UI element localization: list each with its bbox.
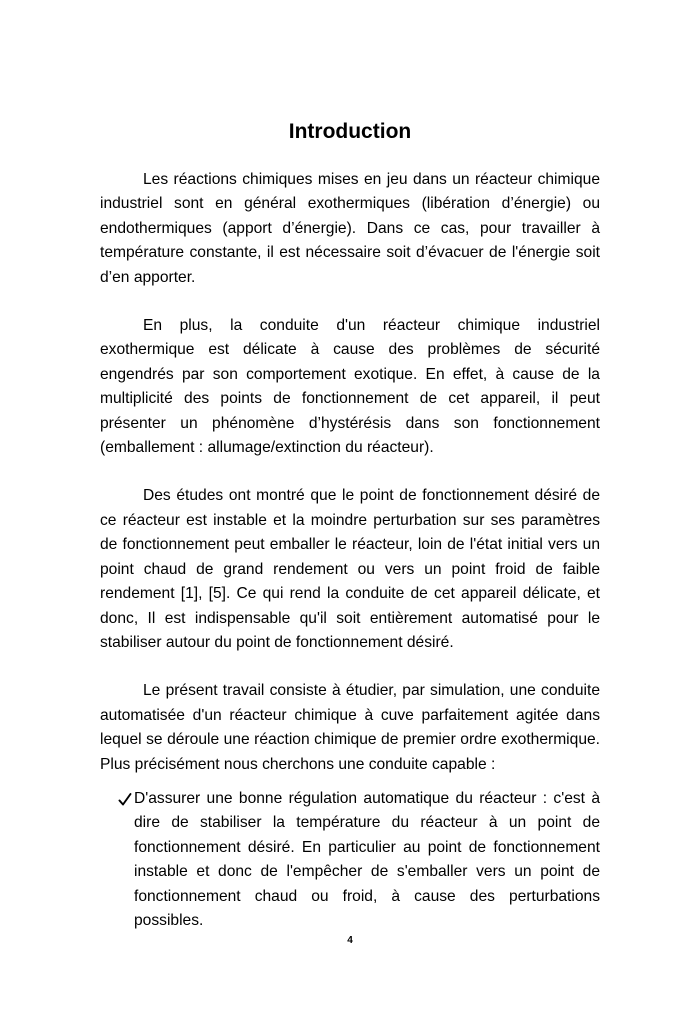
body-text [100,168,600,933]
paragraph-1: Les réactions chimiques mises en jeu dans un réacteur chimique industriel sont en général exothermiques (libération d’énergie) ou endothermiques (apport d’énergie). Dans ce cas, pour travailler à température constante, il est nécessaire soit d’évacuer de l'énergie soit d’en apporter. [100,171,600,286]
bullet-text: D'assurer une bonne régulation automatique du réacteur : c'est à dire de stabiliser la température du réacteur à un point de fonctionnement désiré. En particulier au point de fonctionnement instable et donc de l'empêcher de s'emballer vers un point de fonctionnement chaud ou froid, à cause des perturbations possibles. [134,789,600,929]
paragraph-3: Des études ont montré que le point de fonctionnement désiré de ce réacteur est instable et la moindre perturbation sur ses paramètres de fonctionnement peut emballer le réacteur, loin de l'état initial vers un point chaud de grand rendement ou vers un point froid de faible rendement [1], [5]. Ce qui rend la conduite de cet appareil délicate, et donc, Il est indispensable qu'il soit entièrement automatisé pour le stabiliser autour du point de fonctionnement désiré. [100,487,600,651]
bullet-list [132,787,600,933]
paragraph-4: Le présent travail consiste à étudier, par simulation, une conduite automatisée d'un réacteur chimique à cuve parfaitement agitée dans lequel se déroule une réaction chimique de premier ordre exothermique. Plus précisément nous cherchons une conduite capable : [100,682,600,773]
page-number: 4 [347,935,353,946]
paragraph-2: En plus, la conduite d'un réacteur chimique industriel exothermique est délicate à cause des problèmes de sécurité engendrés par son comportement exotique. En effet, à cause de la multiplicité des points de fonctionnement de cet appareil, il peut présenter un phénomène d’hystérésis dans son fonctionnement (emballement : allumage/extinction du réacteur). [100,317,600,457]
list-item [132,787,600,933]
page-title: Introduction [288,120,412,143]
checkmark-icon [118,787,132,811]
